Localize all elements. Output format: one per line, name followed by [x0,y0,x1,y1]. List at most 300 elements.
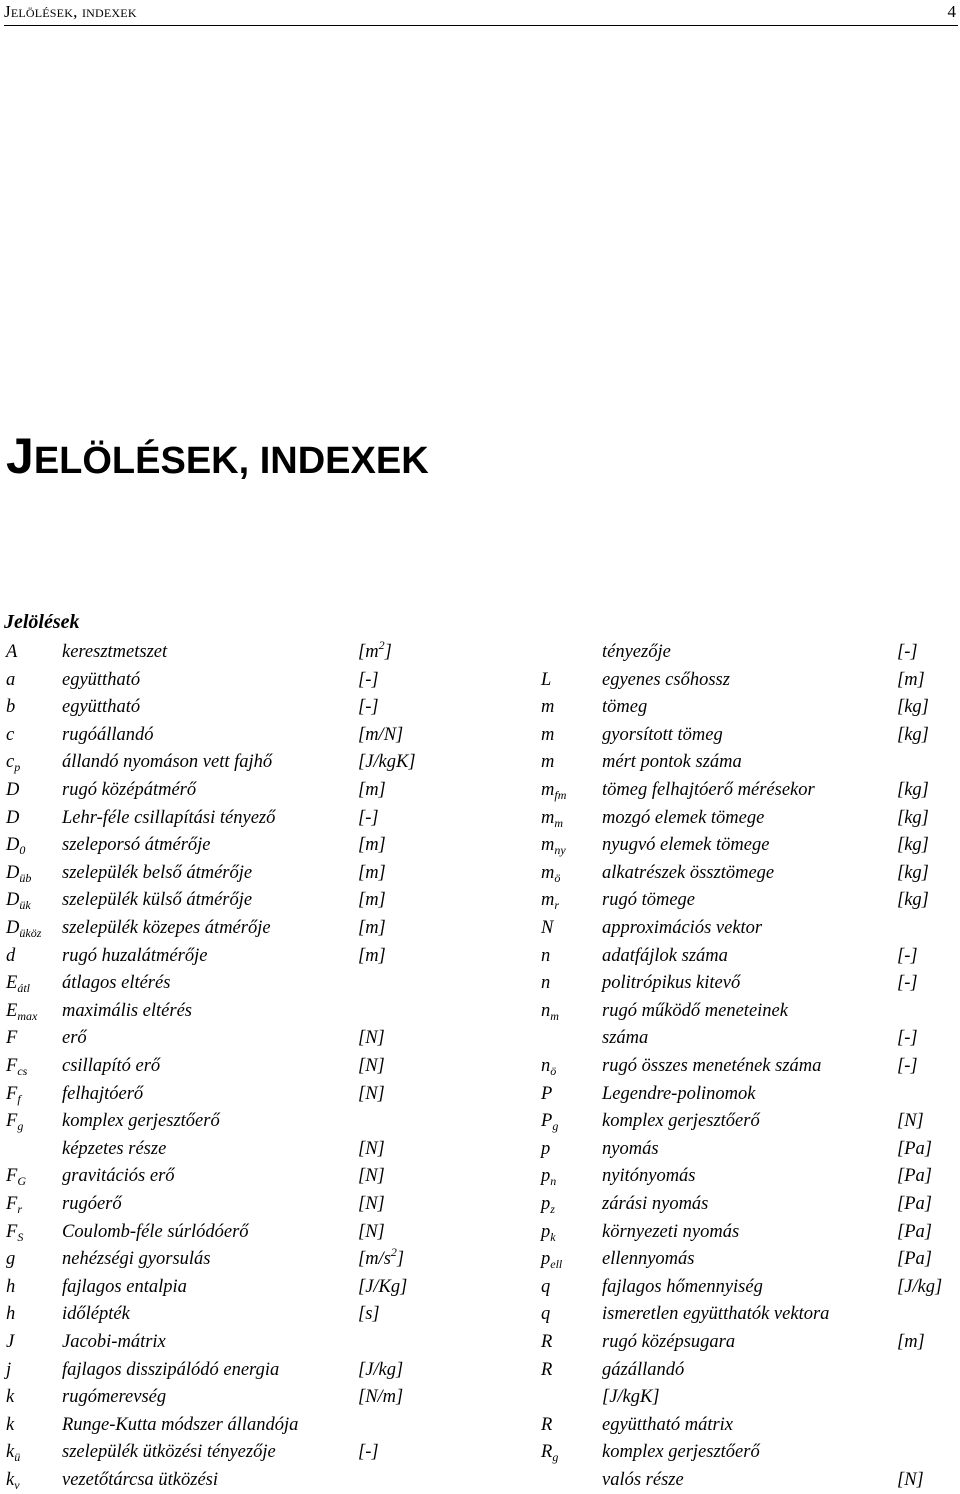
right-symbol [541,721,554,749]
right-symbol-base: m [541,780,555,800]
right-description: adatfájlok száma [602,945,728,966]
left-unit-superscript: 2 [378,638,385,652]
notation-row [0,1024,960,1052]
right-symbol-base: n [541,1000,551,1021]
right-unit: [Pa] [897,1249,932,1270]
left-symbol [6,886,31,914]
left-symbol [6,859,31,887]
right-unit: [Pa] [897,1138,932,1159]
right-description: együttható mátrix [602,1414,734,1435]
right-symbol [541,776,566,804]
notation-row [0,1052,960,1080]
left-description: átlagos eltérés [62,973,171,994]
left-symbol [6,1466,20,1494]
left-description: rugómerevség [62,1387,167,1408]
left-symbol [6,1300,15,1328]
left-symbol [6,1190,22,1218]
left-description: vezetőtárcsa ütközési [62,1470,219,1490]
right-description: ismeretlen együtthatók vektora [602,1304,830,1325]
left-unit-text: [J/kgK] [358,752,416,773]
right-symbol-base: n [541,1056,551,1076]
left-symbol-base: E [6,1000,18,1021]
left-description: rugóerő [62,1194,122,1214]
right-unit: [kg] [897,724,929,745]
right-description: gázállandó [602,1359,685,1380]
left-symbol-base: D [6,807,20,828]
left-unit-text: [N] [358,1194,385,1214]
left-symbol-base: D [6,862,20,883]
section-title: Jelölések [4,611,80,633]
right-symbol-subscript: g [552,1450,559,1465]
right-symbol [541,859,560,887]
right-symbol [541,1411,552,1439]
left-unit-end: ] [396,1249,405,1270]
left-symbol [6,1162,26,1190]
chapter-title-initial: J [6,428,34,484]
right-unit: [J/kg] [897,1276,943,1297]
right-symbol-subscript: r [554,898,560,913]
left-unit-text: [J/kg] [358,1359,404,1380]
right-symbol [541,1190,555,1218]
right-description: rugó középsugara [602,1332,736,1352]
left-symbol [6,1024,17,1052]
right-symbol-base: p [541,1221,551,1242]
left-description: rugóállandó [62,724,154,745]
left-symbol [6,1218,23,1246]
notation-row [0,776,960,804]
left-unit [358,748,416,776]
right-symbol [541,1107,558,1135]
notation-row [0,1218,960,1246]
left-symbol-base: D [6,835,20,856]
left-unit-end: ] [384,642,392,662]
left-symbol [6,1328,14,1356]
right-description: mért pontok száma [602,752,742,773]
left-symbol [6,1273,15,1301]
left-symbol-subscript: v [14,1478,20,1492]
left-unit [358,1438,379,1466]
left-unit-text: [m] [358,945,386,966]
right-unit: [-] [897,945,918,966]
left-unit-text: [N] [358,1056,385,1076]
right-symbol-subscript: n [550,1174,557,1189]
right-symbol-base: m [541,752,555,773]
notation-row [0,859,960,887]
left-symbol-base: F [6,1028,18,1049]
left-unit [358,638,392,666]
right-symbol [541,886,559,914]
right-symbol-base: R [541,1332,553,1352]
left-description: rugó középátmérő [62,780,197,800]
right-description: politrópikus kitevő [602,973,741,994]
notation-row [0,748,960,776]
right-symbol-subscript: ny [554,843,566,858]
left-symbol-base: h [6,1276,16,1297]
left-description: szelepülék ütközési tényezője [62,1442,276,1463]
left-description: szeleporsó átmérője [62,835,211,856]
left-unit [358,942,386,970]
left-symbol [6,1383,14,1411]
left-symbol-base: F [6,1056,18,1076]
notation-row [0,693,960,721]
left-unit [358,886,386,914]
left-unit-text: [s] [358,1304,380,1325]
right-description: approximációs vektor [602,918,763,938]
right-description: alkatrészek össztömege [602,862,775,883]
right-symbol-base: q [541,1304,551,1325]
left-symbol-base: E [6,973,18,994]
left-unit-text: [m] [358,890,386,911]
left-symbol [6,721,14,749]
left-symbol [6,942,15,970]
left-unit [358,804,379,832]
right-symbol-subscript: fm [554,788,567,802]
notation-row [0,1162,960,1190]
right-description: tényezője [602,642,671,662]
right-unit: [kg] [897,835,929,856]
right-description: tömeg felhajtóerő mérésekor [602,780,815,800]
right-description: nyomás [602,1138,659,1159]
right-description: nyugvó elemek tömege [602,835,770,856]
chapter-title-rest: ELÖLÉSEK, INDEXEK [33,440,429,482]
notation-row [0,1411,960,1439]
notation-row [0,1356,960,1384]
left-description: csillapító erő [62,1056,161,1076]
right-symbol [541,1438,558,1466]
right-unit: [kg] [897,780,929,800]
left-unit [358,1383,403,1411]
right-symbol-base: q [541,1276,551,1297]
left-description: komplex gerjesztőerő [62,1111,220,1132]
right-symbol-base: P [541,1111,553,1132]
left-unit [358,914,386,942]
left-symbol-subscript: üb [19,870,32,885]
left-description: fajlagos disszipálódó energia [62,1359,280,1380]
left-description: állandó nyomáson vett fajhő [62,752,273,773]
right-symbol [541,666,551,694]
right-symbol-base: L [541,669,552,690]
right-symbol [541,1356,552,1384]
left-description: Coulomb-féle súrlódóerő [62,1221,249,1242]
left-symbol [6,776,19,804]
left-symbol-subscript: 0 [19,843,26,858]
left-description: együttható [62,669,141,690]
notation-row [0,804,960,832]
right-description: ellennyomás [602,1249,695,1270]
right-description: gyorsított tömeg [602,724,723,745]
right-unit: [N] [897,1111,924,1132]
right-unit: [Pa] [897,1166,932,1187]
header-rule [4,25,958,26]
left-symbol [6,969,30,997]
left-description: maximális eltérés [62,1000,192,1021]
right-symbol [541,914,553,942]
left-symbol-subscript: üköz [19,926,42,940]
left-symbol-subscript: G [17,1174,26,1189]
left-symbol [6,666,15,694]
right-symbol [541,969,550,997]
left-unit [358,1052,385,1080]
left-description: keresztmetszet [62,642,168,662]
right-symbol [541,1080,552,1108]
left-symbol-subscript: g [17,1119,24,1134]
left-unit [358,1190,385,1218]
left-symbol-base: F [6,1083,18,1104]
chapter-title [6,428,429,489]
left-symbol [6,804,19,832]
right-description: komplex gerjesztőerő [602,1111,760,1132]
left-description: szelepülék belső átmérője [62,862,253,883]
right-unit: [Pa] [897,1221,932,1242]
left-symbol [6,748,20,776]
left-symbol-base: b [6,697,16,718]
right-description: rugó működő meneteinek [602,1000,788,1021]
left-unit [358,776,386,804]
right-description: zárási nyomás [602,1194,709,1214]
left-unit-text: [m] [358,862,386,883]
left-symbol-subscript: p [14,760,21,775]
left-unit-text: [J/Kg] [358,1276,408,1297]
left-symbol-base: D [6,918,20,938]
notation-row [0,942,960,970]
left-symbol-base: J [6,1332,15,1352]
left-description: szelepülék közepes átmérője [62,918,271,938]
left-symbol [6,1438,20,1466]
right-symbol [541,1218,556,1246]
right-symbol-base: m [541,890,555,911]
right-description: valós része [602,1470,684,1490]
notation-row [0,969,960,997]
left-symbol-subscript: ük [19,898,31,913]
right-symbol-subscript: g [552,1119,559,1134]
left-symbol-base: d [6,945,16,966]
right-symbol-base: m [541,835,555,856]
running-head [4,0,958,26]
right-unit: [Pa] [897,1194,932,1214]
left-description: nehézségi gyorsulás [62,1249,211,1270]
left-unit [358,859,386,887]
left-symbol-base: h [6,1304,16,1325]
left-unit-text: [-] [358,697,379,718]
right-unit: [kg] [897,807,929,828]
right-unit: [-] [897,1028,918,1049]
left-symbol-subscript: ü [14,1450,21,1465]
right-symbol-base: n [541,973,551,994]
right-description: rugó összes menetének száma [602,1056,822,1076]
left-unit [358,666,379,694]
right-symbol [541,1328,552,1356]
left-unit [358,1024,385,1052]
right-description: fajlagos hőmennyiség [602,1276,763,1297]
left-unit-text: [m/s [358,1249,391,1270]
left-description: Runge-Kutta módszer állandója [62,1414,299,1435]
left-symbol [6,693,15,721]
left-symbol-base: a [6,669,16,690]
notation-row [0,1300,960,1328]
left-symbol-base: F [6,1194,18,1214]
notation-row [0,1190,960,1218]
notation-row [0,638,960,666]
left-symbol [6,638,17,666]
right-symbol-base: m [541,697,555,718]
right-symbol-subscript: ö [554,870,561,885]
right-description: nyitónyomás [602,1166,696,1187]
notation-row [0,1273,960,1301]
left-unit [358,1218,385,1246]
right-symbol-subscript: m [554,815,564,830]
left-symbol-subscript: r [17,1202,22,1216]
notation-row [0,1080,960,1108]
left-description: gravitációs erő [62,1166,175,1187]
right-description: mozgó elemek tömege [602,807,765,828]
left-symbol [6,1080,21,1108]
right-symbol-base: R [541,1442,553,1463]
left-symbol [6,1052,27,1080]
right-symbol-base: p [541,1194,551,1214]
left-unit [358,1135,385,1163]
left-description: szelepülék külső átmérője [62,890,253,911]
right-symbol [541,942,550,970]
right-unit: [-] [897,1056,918,1076]
left-symbol-subscript: átl [17,981,30,996]
left-unit [358,721,403,749]
left-symbol [6,1245,15,1273]
left-unit [358,1356,403,1384]
left-unit-text: [N] [358,1028,385,1049]
notation-row [0,997,960,1025]
right-symbol-base: N [541,918,554,938]
left-unit-text: [N] [358,1138,385,1159]
running-head-title: Jelölések, indexek [4,2,137,21]
right-symbol-subscript: m [550,1008,559,1023]
left-symbol-base: c [6,752,15,773]
left-description: időlépték [62,1304,130,1325]
left-unit-text: [N] [358,1221,385,1242]
left-symbol-base: g [6,1249,16,1270]
left-unit-text: [-] [358,807,379,828]
right-unit: [m] [897,669,925,690]
right-symbol-base: R [541,1414,553,1435]
right-symbol-base: R [541,1359,553,1380]
left-unit-text: [m] [358,780,386,800]
right-symbol-base: m [541,724,555,745]
right-symbol-subscript: z [550,1202,555,1216]
left-symbol [6,997,37,1025]
left-description: együttható [62,697,141,718]
right-unit: [kg] [897,862,929,883]
left-symbol [6,1356,11,1384]
left-symbol [6,1107,23,1135]
left-symbol-base: D [6,890,20,911]
notation-row [0,666,960,694]
left-symbol-base: F [6,1221,18,1242]
left-description: erő [62,1028,87,1049]
right-unit: [-] [897,973,918,994]
right-unit: [N] [897,1470,924,1490]
left-unit-text: [m/N] [358,724,404,745]
left-unit-text: [N] [358,1083,385,1104]
right-symbol-base: m [541,862,555,883]
left-symbol-base: k [6,1470,15,1490]
left-unit [358,831,386,859]
left-unit-text: [N] [358,1166,385,1187]
left-unit [358,1273,407,1301]
left-description: fajlagos entalpia [62,1276,187,1297]
left-symbol-base: j [6,1359,12,1380]
left-unit-text: [m] [358,918,386,938]
left-symbol-base: k [6,1387,15,1408]
right-description: [J/kgK] [602,1387,660,1408]
right-symbol [541,1245,562,1273]
right-symbol-base: P [541,1083,553,1104]
right-symbol-subscript: k [550,1229,556,1244]
left-unit-text: [m [358,642,379,662]
notation-row [0,1438,960,1466]
left-description: felhajtóerő [62,1083,144,1104]
notation-row [0,831,960,859]
notation-row [0,1383,960,1411]
right-symbol [541,831,566,859]
left-symbol [6,914,41,942]
right-symbol-base: p [541,1166,551,1187]
left-description: rugó huzalátmérője [62,945,208,966]
left-unit-superscript: 2 [390,1245,397,1260]
left-symbol-subscript: cs [17,1064,28,1078]
left-unit [358,1080,385,1108]
right-symbol [541,1300,550,1328]
notation-row [0,1135,960,1163]
left-unit [358,1162,385,1190]
left-symbol-base: F [6,1166,18,1187]
left-symbol-base: k [6,1442,15,1463]
right-symbol [541,997,559,1025]
left-unit [358,1300,380,1328]
left-symbol-base: c [6,724,15,745]
notation-row [0,1245,960,1273]
right-unit: [kg] [897,697,929,718]
left-unit-text: [m] [358,835,386,856]
right-symbol-subscript: ell [550,1257,563,1272]
right-symbol-base: m [541,807,555,828]
right-symbol [541,1162,556,1190]
notation-row [0,914,960,942]
right-symbol-base: n [541,945,551,966]
right-description: rugó tömege [602,890,695,911]
notation-row [0,1466,960,1494]
left-symbol [6,1411,14,1439]
left-symbol [6,831,25,859]
right-description: komplex gerjesztőerő [602,1442,760,1463]
left-description: képzetes része [62,1138,167,1159]
right-symbol-base: p [541,1249,551,1270]
right-symbol [541,804,563,832]
left-symbol-base: F [6,1111,18,1132]
right-unit: [-] [897,642,918,662]
right-symbol [541,1273,550,1301]
left-unit [358,1245,404,1273]
left-unit-text: [-] [358,669,379,690]
right-symbol-subscript: ö [550,1064,557,1078]
left-symbol-base: D [6,780,20,800]
left-unit [358,693,379,721]
right-symbol [541,748,554,776]
right-symbol [541,1052,556,1080]
left-symbol-base: A [6,642,18,662]
right-symbol [541,1135,550,1163]
notation-row [0,1328,960,1356]
right-symbol [541,693,554,721]
left-unit-text: [-] [358,1442,379,1463]
